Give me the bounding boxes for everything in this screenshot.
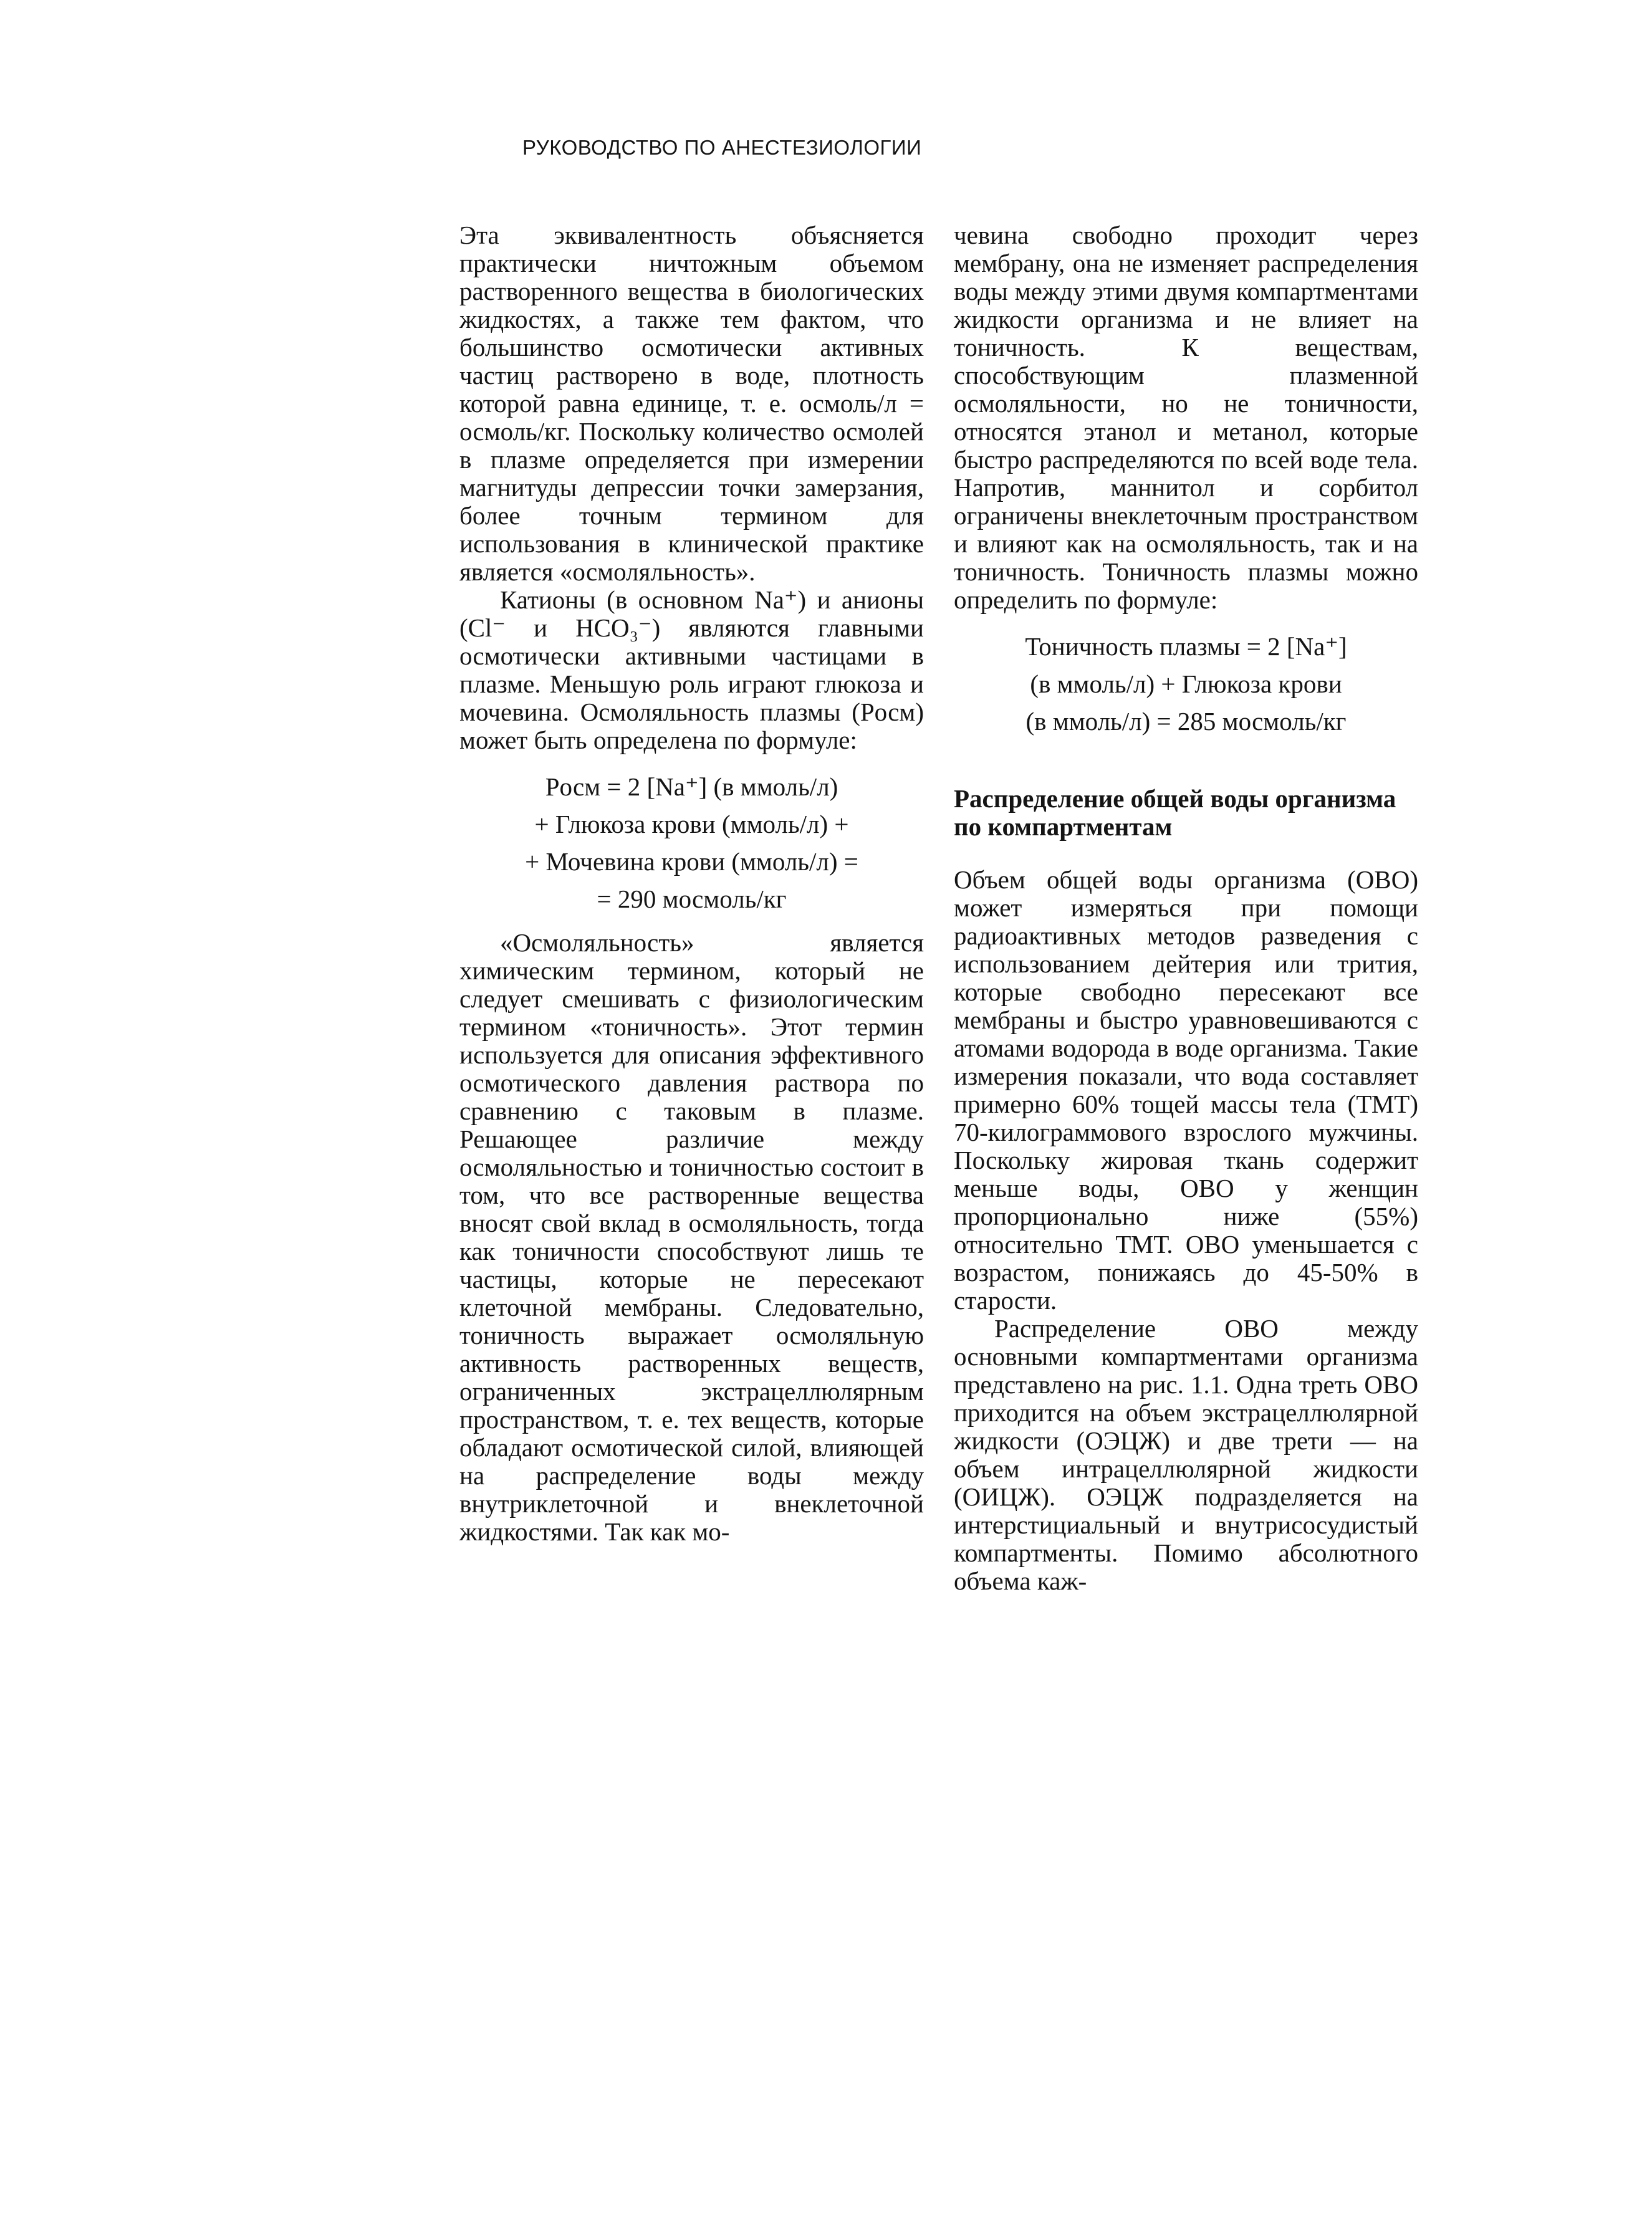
formula-line: Тоничность плазмы = 2 [Na⁺]	[1025, 632, 1347, 661]
paragraph: Эта эквивалентность объясняется практически ничтожным объемом растворенного вещества в биологических жидкостях, а также тем фактом, что большинство осмотически активных частиц растворено в воде, плотность которой равна единице, т. е. осмоль/л = осмоль/кг. Поскольку количество осмолей в плазме определяется при измерении магнитуды депрессии точки замерзания, более точным термином для использования в клинической практике является «осмоляльность».	[459, 221, 924, 586]
osmolality-formula	[459, 768, 924, 918]
left-column	[459, 221, 924, 1546]
formula-line: = 290 мосмоль/кг	[597, 885, 787, 913]
formula-line: + Глюкоза крови (ммоль/л) +	[534, 810, 849, 838]
tonicity-formula	[954, 628, 1418, 740]
paragraph: чевина свободно проходит через мембрану, она не изменяет распределения воды между этими двумя компартментами жидкости организма и не влияет на тоничность. К веществам, способствующим плазменной осмоляльности, но не тоничности, относятся этанол и метанол, которые быстро распределяются по всей воде тела. Напротив, маннитол и сорбитол ограничены внеклеточным пространством и влияют как на осмоляльность, так и на тоничность. Тоничность плазмы можно определить по формуле:	[954, 221, 1418, 614]
paragraph: Распределение ОВО между основными компартментами организма представлено на рис. 1.1. Одна треть ОВО приходится на объем экстрацеллюлярной жидкости (ОЭЦЖ) и две трети — на объем интрацеллюлярной жидкости (ОИЦЖ). ОЭЦЖ подразделяется на интерстициальный и внутрисосудистый компартменты. Помимо абсолютного объема каж-	[954, 1314, 1418, 1595]
running-head: РУКОВОДСТВО ПО АНЕСТЕЗИОЛОГИИ	[522, 136, 922, 159]
formula-line: Pосм = 2 [Na⁺] (в ммоль/л)	[545, 772, 838, 801]
paragraph: Объем общей воды организма (ОВО) может измеряться при помощи радиоактивных методов разведения с использованием дейтерия или трития, которые свободно пересекают все мембраны и быстро уравновешиваются с атомами водорода в воде организма. Такие измерения показали, что вода составляет примерно 60% тощей массы тела (ТМТ) 70-килограммового взрослого мужчины. Поскольку жировая ткань содержит меньше воды, ОВО у женщин пропорционально ниже (55%) относительно ТМТ. ОВО уменьшается с возрастом, понижаясь до 45-50% в старости.	[954, 865, 1418, 1315]
paragraph: Катионы (в основном Na⁺) и анионы (Cl⁻ и HCO₃⁻) являются главными осмотически активными частицами в плазме. Меньшую роль играют глюкоза и мочевина. Осмоляльность плазмы (Pосм) может быть определена по формуле:	[459, 585, 924, 754]
paragraph: «Осмоляльность» является химическим термином, который не следует смешивать с физиологическим термином «тоничность». Этот термин используется для описания эффективного осмотического давления раствора по сравнению с таковым в плазме. Решающее различие между осмоляльностью и тоничностью состоит в том, что все растворенные вещества вносят свой вклад в осмоляльность, тогда как тоничности способствуют лишь те частицы, которые не пересекают клеточной мембраны. Следовательно, тоничность выражает осмоляльную активность растворенных веществ, ограниченных экстрацеллюлярным пространством, т. е. тех веществ, которые обладают осмотической силой, влияющей на распределение воды между внутриклеточной и внеклеточной жидкостями. Так как мо-	[459, 928, 924, 1546]
right-column	[954, 221, 1418, 1595]
formula-line: + Мочевина крови (ммоль/л) =	[525, 847, 858, 876]
section-heading: Распределение общей воды организма по компартментам	[954, 784, 1396, 841]
formula-line: (в ммоль/л) + Глюкоза крови	[1030, 669, 1342, 698]
formula-line: (в ммоль/л) = 285 мосмоль/кг	[1025, 707, 1347, 736]
